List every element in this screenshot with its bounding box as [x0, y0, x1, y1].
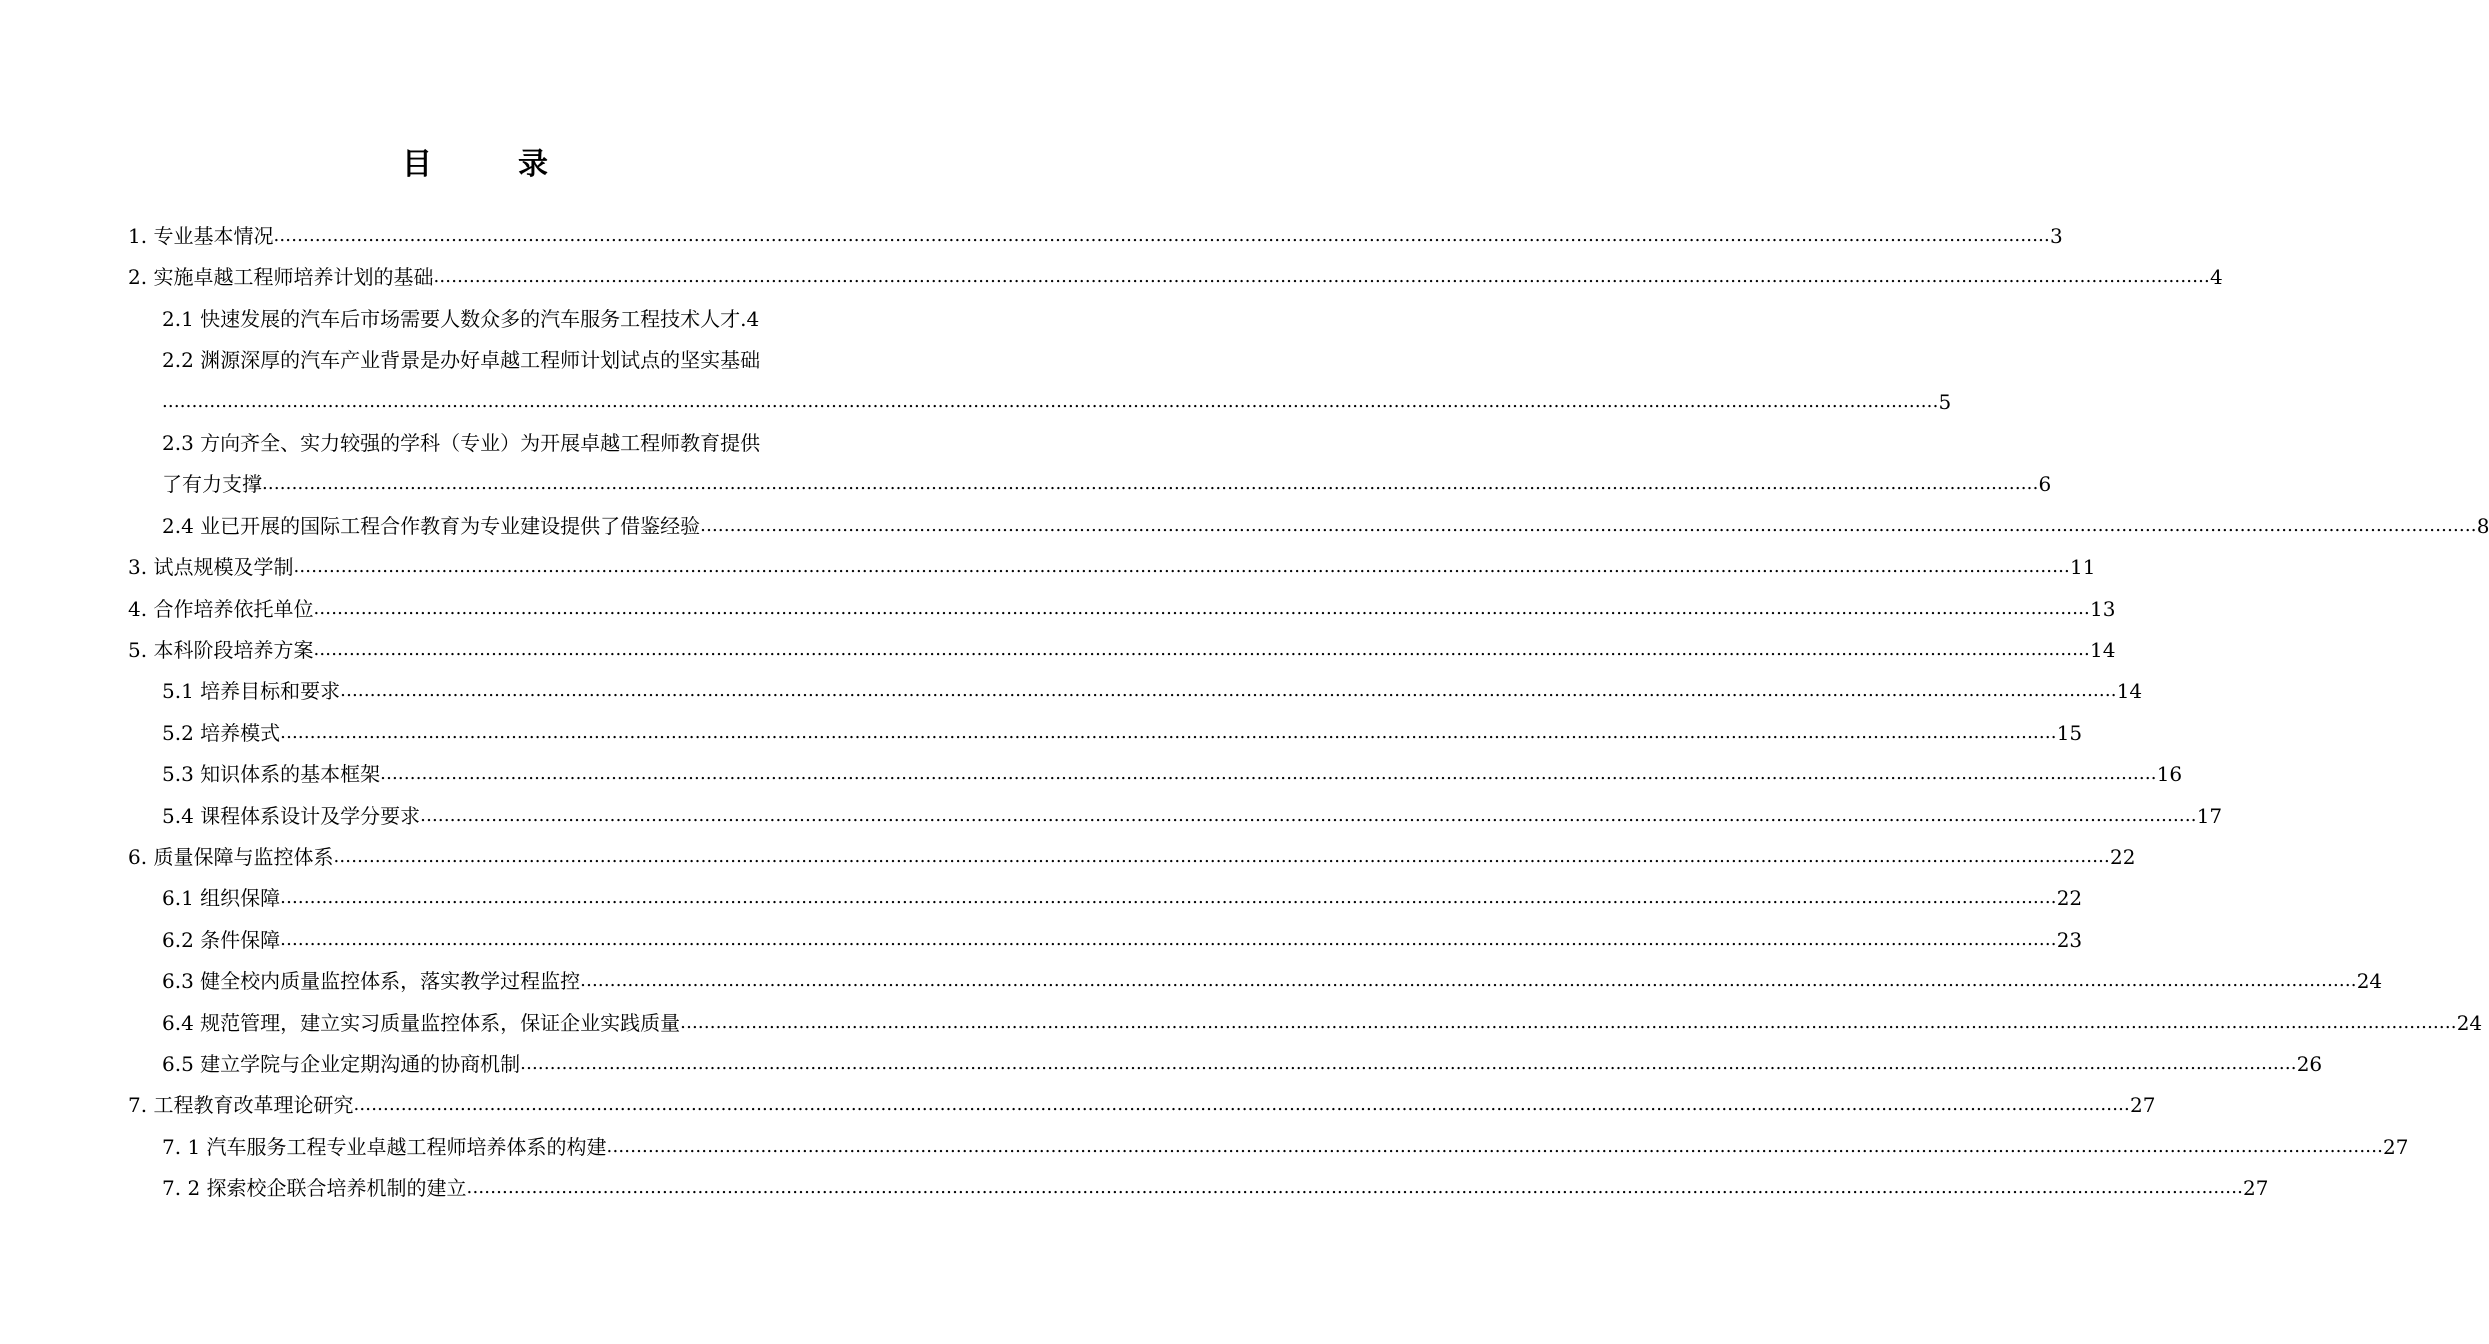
toc-entry[interactable] [128, 221, 2063, 251]
toc-page-number: 4 [746, 307, 760, 331]
toc-entry-text: 6.2 条件保障 [162, 928, 281, 952]
toc-entry-text: 6.3 健全校内质量监控体系，落实教学过程监控 [162, 969, 581, 993]
toc-entry-text: 5.4 课程体系设计及学分要求 [162, 804, 421, 828]
toc-leader: ............................................................................................................................................................................................................................................................................................................ [280, 929, 2057, 950]
toc-page-number: 22 [2109, 845, 2136, 869]
toc-page-number: 27 [2383, 1135, 2409, 1159]
toc-leader: ............................................................................................................................................................................................................................................................................................................ [313, 598, 2090, 619]
toc-entry[interactable] [162, 1049, 2323, 1079]
toc-entry-text: 4. 合作培养依托单位 [128, 597, 314, 621]
toc-leader: ............................................................................................................................................................................................................................................................................................................ [273, 225, 2050, 246]
toc-entry[interactable] [162, 1173, 2269, 1203]
toc-entry[interactable] [128, 262, 2223, 292]
toc-page-number: 13 [2089, 597, 2116, 621]
toc-leader: ............................................................................................................................................................................................................................................................................................................ [433, 266, 2210, 287]
toc-leader: ............................................................................................................................................................................................................................................................................................................ [162, 391, 1939, 412]
toc-page-number: 26 [2296, 1052, 2323, 1076]
toc-entry-text: 5.1 培养目标和要求 [162, 679, 341, 703]
toc-entry[interactable] [128, 635, 2116, 665]
toc-leader: ............................................................................................................................................................................................................................................................................................................ [380, 763, 2157, 784]
toc-entry-text: 2.3 方向齐全、实力较强的学科（专业）为开展卓越工程师教育提供 [162, 431, 761, 455]
toc-entry-text: 2.1 快速发展的汽车后市场需要人数众多的汽车服务工程技术人才. [162, 307, 747, 331]
toc-entry-text: 7. 2 探索校企联合培养机制的建立 [162, 1176, 467, 1200]
toc-entry[interactable] [162, 883, 2083, 913]
toc-entry[interactable] [128, 552, 2096, 582]
toc-page-number: 14 [2089, 638, 2116, 662]
toc-entry[interactable] [162, 966, 2383, 996]
toc-page-number: 24 [2356, 969, 2383, 993]
toc-page-number: 4 [2209, 265, 2223, 289]
toc-entry-continuation[interactable] [162, 387, 1952, 417]
toc-page-number: 8 [2476, 514, 2489, 538]
toc-entry-text: 5.2 培养模式 [162, 721, 281, 745]
toc-leader: ............................................................................................................................................................................................................................................................................................................ [580, 970, 2357, 991]
toc-leader: ............................................................................................................................................................................................................................................................................................................ [333, 846, 2110, 867]
toc-entry-text: 2.4 业已开展的国际工程合作教育为专业建设提供了借鉴经验 [162, 514, 701, 538]
toc-leader: ............................................................................................................................................................................................................................................................................................................ [313, 639, 2090, 660]
toc-page-number: 27 [2129, 1093, 2156, 1117]
toc-entry[interactable] [128, 1090, 2156, 1120]
toc-leader: ............................................................................................................................................................................................................................................................................................................ [262, 473, 2039, 494]
toc-entry-text: 5. 本科阶段培养方案 [128, 638, 314, 662]
toc-leader: ............................................................................................................................................................................................................................................................................................................ [466, 1177, 2244, 1198]
toc-page-number: 23 [2056, 928, 2083, 952]
toc-leader: ............................................................................................................................................................................................................................................................................................................ [700, 515, 2477, 536]
toc-title: 目 录 [402, 147, 576, 182]
toc-page-number: 15 [2056, 721, 2083, 745]
toc-entry[interactable] [162, 345, 818, 375]
toc-entry-text: 5.3 知识体系的基本框架 [162, 762, 381, 786]
toc-entry-text: 3. 试点规模及学制 [128, 555, 294, 579]
toc-entry[interactable] [128, 594, 2116, 624]
toc-entry-text: 6.5 建立学院与企业定期沟通的协商机制 [162, 1052, 521, 1076]
toc-entry-text: 6.1 组织保障 [162, 886, 281, 910]
toc-entry[interactable] [162, 304, 818, 334]
toc-entry[interactable] [128, 842, 2136, 872]
toc-page-number: 3 [2049, 224, 2063, 248]
toc-leader: ............................................................................................................................................................................................................................................................................................................ [353, 1094, 2130, 1115]
toc-page-number: 5 [1938, 390, 1952, 414]
toc-entry-text: 7. 工程教育改革理论研究 [128, 1093, 354, 1117]
toc-entry-text: 2. 实施卓越工程师培养计划的基础 [128, 265, 434, 289]
toc-entry-text: 1. 专业基本情况 [128, 224, 274, 248]
toc-page-number: 22 [2056, 886, 2083, 910]
toc-entry[interactable] [162, 801, 2223, 831]
toc-leader: ............................................................................................................................................................................................................................................................................................................ [606, 1136, 2384, 1157]
toc-page-number: 24 [2456, 1011, 2483, 1035]
toc-entry-text: 6.4 规范管理，建立实习质量监控体系，保证企业实践质量 [162, 1011, 681, 1035]
toc-entry[interactable] [162, 1008, 2483, 1038]
toc-entry[interactable] [162, 718, 2083, 748]
toc-leader: ............................................................................................................................................................................................................................................................................................................ [340, 680, 2117, 701]
toc-leader: ............................................................................................................................................................................................................................................................................................................ [420, 805, 2197, 826]
toc-entry[interactable] [162, 925, 2083, 955]
toc-entry[interactable] [162, 428, 818, 458]
toc-entry-text: 6. 质量保障与监控体系 [128, 845, 334, 869]
toc-entry[interactable] [162, 511, 2489, 541]
toc-leader: ............................................................................................................................................................................................................................................................................................................ [280, 722, 2057, 743]
toc-page-number: 16 [2156, 762, 2183, 786]
toc-entry-text: 了有力支撑 [162, 472, 262, 496]
toc-leader: ............................................................................................................................................................................................................................................................................................................ [293, 556, 2070, 577]
toc-entry[interactable] [162, 759, 2183, 789]
toc-leader: ............................................................................................................................................................................................................................................................................................................ [520, 1053, 2297, 1074]
toc-entry-text: 2.2 渊源深厚的汽车产业背景是办好卓越工程师计划试点的坚实基础 [162, 348, 761, 372]
toc-page-number: 17 [2196, 804, 2223, 828]
toc-entry[interactable] [162, 676, 2143, 706]
toc-entry-continuation[interactable] [162, 469, 2052, 499]
toc-page-number: 27 [2243, 1176, 2269, 1200]
toc-leader: ............................................................................................................................................................................................................................................................................................................ [680, 1012, 2457, 1033]
toc-page-number: 14 [2116, 679, 2143, 703]
toc-page-number: 11 [2069, 555, 2096, 579]
toc-page-number: 6 [2038, 472, 2052, 496]
toc-leader: ............................................................................................................................................................................................................................................................................................................ [280, 887, 2057, 908]
toc-entry[interactable] [162, 1132, 2409, 1162]
toc-entry-text: 7. 1 汽车服务工程专业卓越工程师培养体系的构建 [162, 1135, 607, 1159]
